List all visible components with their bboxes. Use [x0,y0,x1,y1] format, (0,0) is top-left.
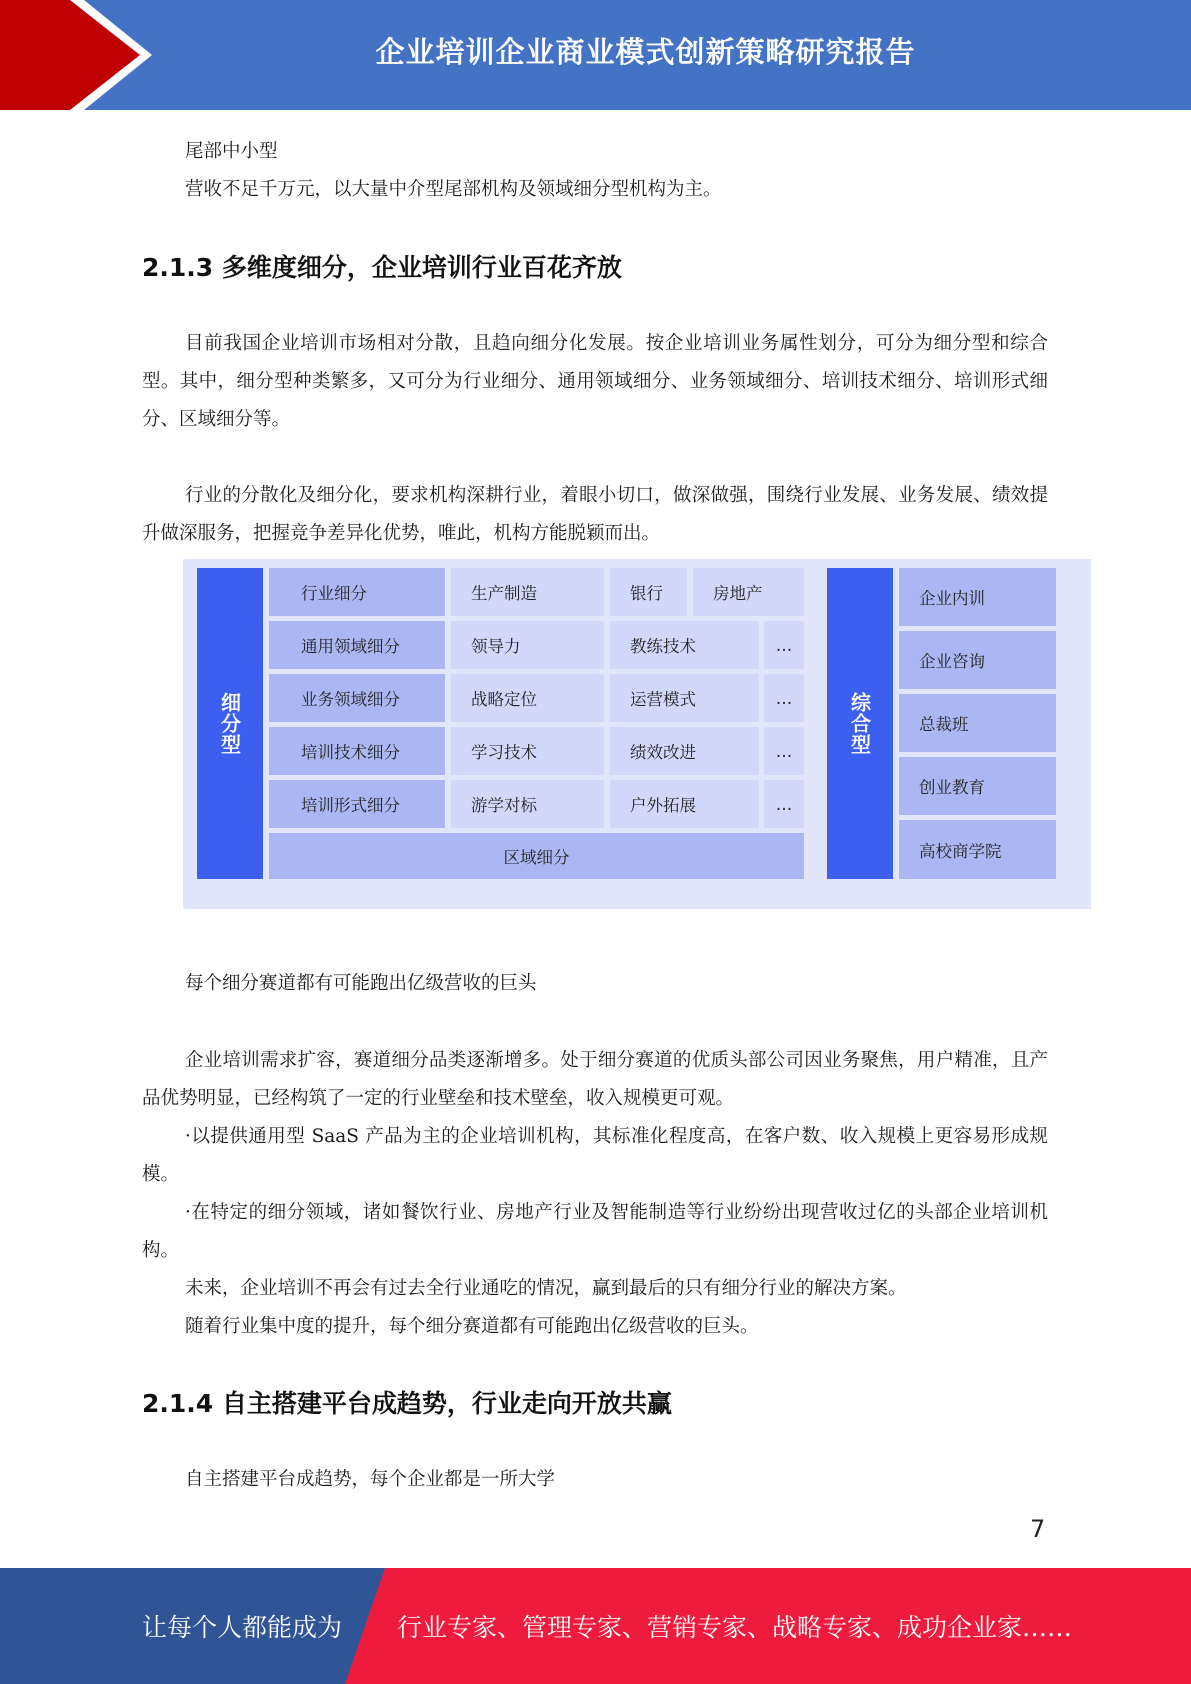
item-cell: 游学对标 [451,780,604,828]
body-paragraph-2: 未来，企业培训不再会有过去全行业通吃的情况，赢到最后的只有细分行业的解决方案。 [185,1278,907,1299]
item-cell: 教练技术 [610,621,759,669]
segmented-type-bar [197,568,263,879]
item-cell: 战略定位 [451,674,604,722]
page-number: 7 [1030,1515,1046,1543]
category-cell: 培训技术细分 [269,727,445,775]
item-cell: 银行 [610,568,687,616]
ellipsis-cell: … [764,780,804,828]
footer-slogan-right: 行业专家、管理专家、营销专家、战略专家、成功企业家…… [397,1613,1073,1642]
item-cell: 户外拓展 [610,780,759,828]
item-cell: 领导力 [451,621,604,669]
intro-subtitle: 尾部中小型 [185,141,278,162]
footer-slogan-left: 让每个人都能成为 [142,1613,343,1642]
item-cell: 房地产 [693,568,804,616]
ellipsis-cell: … [764,727,804,775]
comprehensive-cell: 高校商学院 [899,820,1056,879]
item-cell: 生产制造 [451,568,604,616]
category-cell: 业务领域细分 [269,674,445,722]
body-paragraph-3: 随着行业集中度的提升，每个细分赛道都有可能跑出亿级营收的巨头。 [185,1316,759,1337]
category-cell: 通用领域细分 [269,621,445,669]
ellipsis-cell: … [764,674,804,722]
item-cell: 学习技术 [451,727,604,775]
body-bullet-2: ·在特定的细分领域，诸如餐饮行业、房地产行业及智能制造等行业纷纷出现营收过亿的头部企业培训机构。 [142,1202,1048,1261]
ellipsis-cell: … [764,621,804,669]
item-cell: 运营模式 [610,674,759,722]
comprehensive-cell: 企业咨询 [899,631,1056,689]
comprehensive-cell: 创业教育 [899,757,1056,815]
regional-segment-cell: 区域细分 [269,833,804,879]
section-heading-2-1-4: 2.1.4 自主搭建平台成趋势，行业走向开放共赢 [142,1389,672,1418]
header-chevron-graphic [0,0,160,110]
comprehensive-type-bar [827,568,893,879]
category-cell: 行业细分 [269,568,445,616]
page-footer [0,1568,1191,1684]
body-bullet-1: ·以提供通用型 SaaS 产品为主的企业培训机构，其标准化程度高，在客户数、收入规模上更容易形成规模。 [142,1126,1048,1185]
comprehensive-type-label: 综合型 [847,692,872,755]
body-caption: 每个细分赛道都有可能跑出亿级营收的巨头 [185,973,537,994]
section-heading-2-1-3: 2.1.3 多维度细分，企业培训行业百花齐放 [142,253,622,282]
intro-text: 营收不足千万元，以大量中介型尾部机构及领域细分型机构为主。 [185,179,722,200]
segmented-type-label: 细分型 [217,692,242,755]
section-213-paragraph-2: 行业的分散化及细分化，要求机构深耕行业，着眼小切口，做深做强，围绕行业发展、业务发展、绩效提升做深服务，把握竞争差异化优势，唯此，机构方能脱颖而出。 [142,485,1048,544]
section-213-paragraph-1: 目前我国企业培训市场相对分散，且趋向细分化发展。按企业培训业务属性划分，可分为细分型和综合型。其中，细分型种类繁多，又可分为行业细分、通用领域细分、业务领域细分、培训技术细分、培训形式细分、区域细分等。 [142,333,1048,430]
section-214-paragraph-1: 自主搭建平台成趋势，每个企业都是一所大学 [185,1469,556,1490]
comprehensive-cell: 企业内训 [899,568,1056,626]
body-paragraph-1: 企业培训需求扩容，赛道细分品类逐渐增多。处于细分赛道的优质头部公司因业务聚焦，用户精准，且产品优势明显，已经构筑了一定的行业壁垒和技术壁垒，收入规模更可观。 [142,1050,1048,1109]
page-header [0,0,1191,110]
category-cell: 培训形式细分 [269,780,445,828]
comprehensive-cell: 总裁班 [899,694,1056,752]
item-cell: 绩效改进 [610,727,759,775]
segmentation-diagram [183,559,1091,909]
document-title: 企业培训企业商业模式创新策略研究报告 [375,34,916,69]
